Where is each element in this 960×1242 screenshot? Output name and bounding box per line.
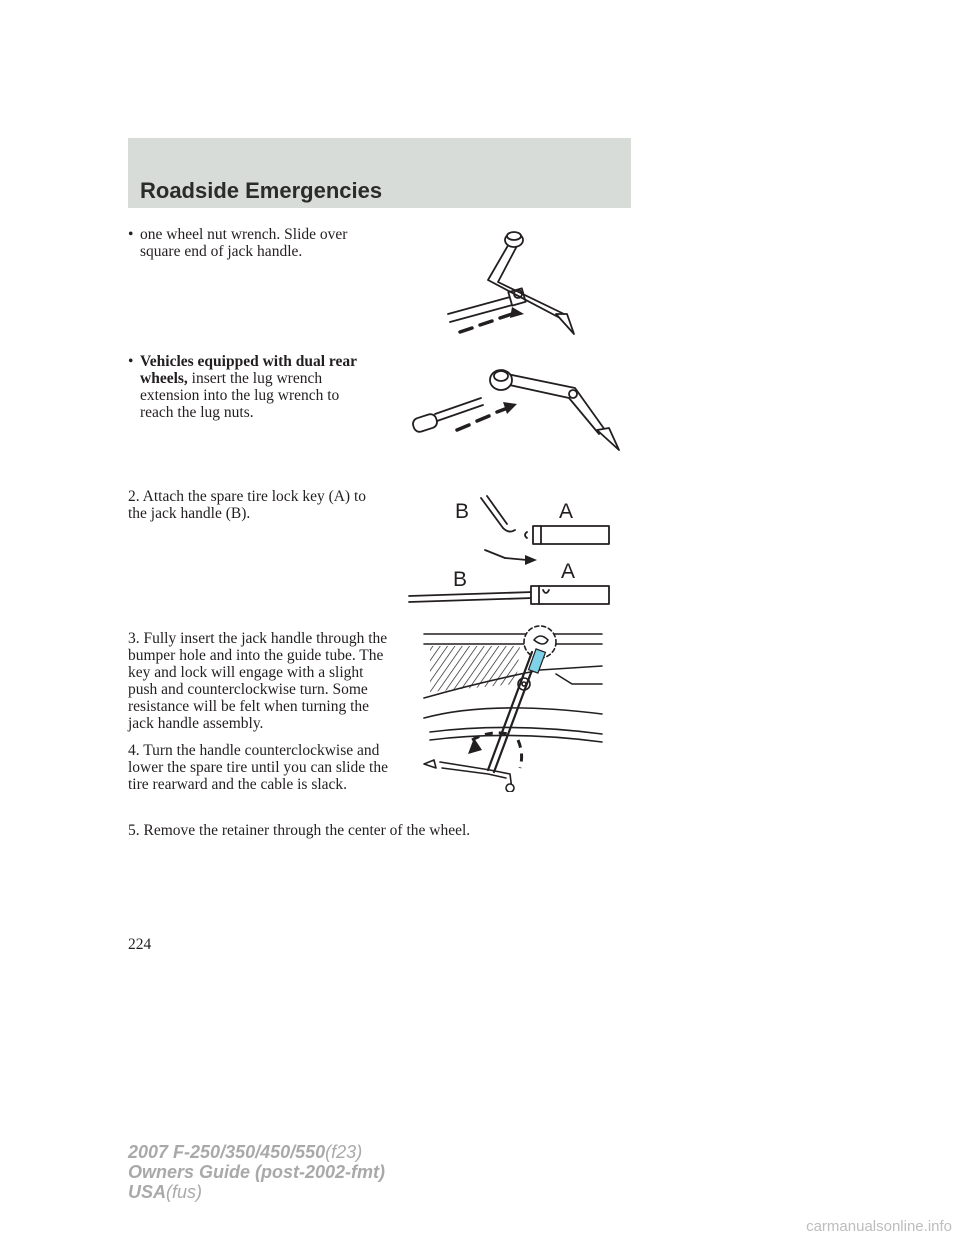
section-title: Roadside Emergencies: [140, 178, 383, 203]
label-b-top: B: [455, 500, 470, 523]
dual-wheels-bullet: [128, 353, 373, 421]
footer-model-code: (f23): [325, 1142, 363, 1162]
step-2: [128, 488, 388, 522]
footer-guide: Owners Guide (post-2002-fmt): [128, 1162, 386, 1182]
bullet-mark: •: [128, 353, 134, 370]
step-4-text: 4. Turn the handle counterclockwise and lower the spare tire until you can slide the tire rearward and the cable is slack.: [128, 742, 388, 793]
step-2-text: 2. Attach the spare tire lock key (A) to the jack handle (B).: [128, 488, 367, 522]
footer-line-market: [128, 1182, 385, 1202]
step-5-text: 5. Remove the retainer through the center of the wheel.: [128, 822, 471, 839]
footer-market-code: (fus): [166, 1182, 203, 1202]
step-3-text: 3. Fully insert the jack handle through the bumper hole and into the guide tube. The key and lock will engage with a slight push and counterclockwise turn. Some resistance will be felt when turning the jack handle assembly.: [128, 630, 388, 732]
page-number: 224: [128, 936, 152, 953]
footer-line-model: [128, 1142, 385, 1162]
footer-market: USA: [128, 1182, 167, 1202]
watermark: carmanualsonline.info: [806, 1218, 952, 1235]
wrench-bullet-text: one wheel nut wrench. Slide over square end of jack handle.: [140, 226, 348, 260]
steps-3-4: [128, 630, 390, 793]
footer-model: 2007 F-250/350/450/550: [128, 1142, 326, 1162]
wrench-extension-figure: [405, 358, 635, 458]
label-a-bottom: A: [561, 560, 576, 583]
lug-wrench-figure: [440, 222, 600, 342]
label-a-top: A: [559, 500, 574, 523]
lock-key-figure: [405, 488, 620, 613]
dual-wheels-bold-lead: Vehicles equipped with dual rear wheels,: [140, 353, 357, 387]
label-b-bottom: B: [453, 568, 468, 591]
step-5: [128, 822, 628, 839]
footer: [128, 1142, 385, 1202]
dual-wheels-text: insert the lug wrench extension into the lug wrench to reach the lug nuts.: [140, 370, 340, 421]
bumper-guide-tube-figure: [420, 622, 610, 792]
wrench-bullet: [128, 226, 383, 260]
bullet-mark: •: [128, 226, 134, 243]
